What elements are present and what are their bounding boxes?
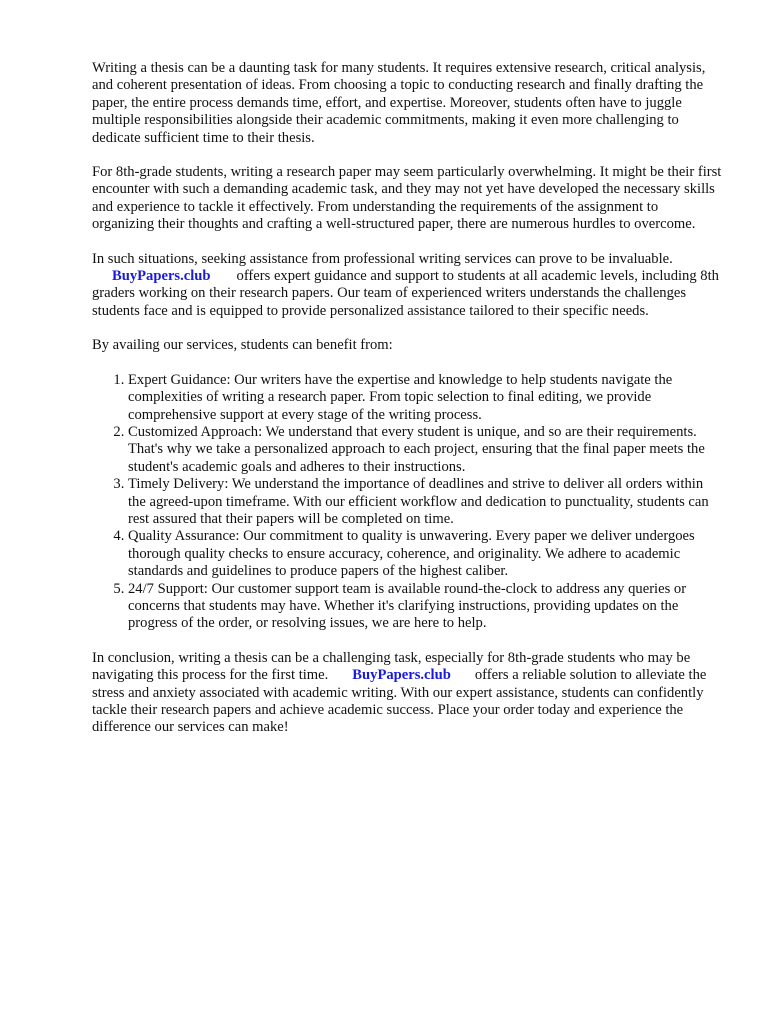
paragraph-8th-grade: For 8th-grade students, writing a research paper may seem particularly overwhelming. It might be their first encounter with such a demanding academic task, and they may not yet have developed the necessary skills and experience to tackle it effectively. From understanding the requirements of the assignment to organizing their thoughts and crafting a well-structured paper, there are numerous hurdles to overcome.	[92, 164, 722, 233]
conclusion-rest-text: offers a reliable solution to alleviate the stress and anxiety associated with academic writing. With our expert assistance, students can confidently tackle their research papers and achieve academic success. Place your order today and experience the difference our services can make!	[92, 667, 707, 736]
buypapers-link-conclusion[interactable]: BuyPapers.club	[352, 667, 451, 684]
benefit-item-expert-guidance: 1. Expert Guidance: Our writers have the expertise and knowledge to help students navigate the complexities of writing a research paper. From topic selection to final editing, we provide comprehensive support at every stage of the writing process.	[128, 372, 722, 424]
benefit-item-timely-delivery: 3. Timely Delivery: We understand the importance of deadlines and strive to deliver all orders within the agreed-upon timeframe. With our efficient workflow and dedication to punctuality, students can rest assured that their papers will be completed on time.	[128, 476, 722, 528]
benefit-item-quality-assurance: 4. Quality Assurance: Our commitment to quality is unwavering. Every paper we deliver undergoes thorough quality checks to ensure accuracy, coherence, and originality. We adhere to academic standards and guidelines to produce papers of the highest caliber.	[128, 528, 722, 580]
conclusion-intro-text: In conclusion, writing a thesis can be a challenging task, especially for 8th-grade students who may be navigating this process for the first time.	[92, 649, 691, 684]
benefit-item-support: 5. 24/7 Support: Our customer support team is available round-the-clock to address any queries or concerns that students may have. Whether it's clarifying instructions, providing updates on the progress of the order, or resolving issues, we are here to help.	[128, 581, 722, 633]
paragraph-assistance	[92, 251, 722, 321]
benefits-list	[92, 372, 722, 633]
assistance-rest-text: offers expert guidance and support to students at all academic levels, including 8th graders working on their research papers. Our team of experienced writers understands the challenges students face and is equipped to provide personalized assistance tailored to their specific needs.	[92, 268, 719, 319]
benefit-item-customized-approach: 2. Customized Approach: We understand that every student is unique, and so are their requirements. That's why we take a personalized approach to each project, ensuring that the final paper meets the student's academic goals and adheres to their instructions.	[128, 424, 722, 476]
paragraph-benefits-lead: By availing our services, students can benefit from:	[92, 337, 393, 354]
buypapers-link[interactable]: BuyPapers.club	[112, 268, 211, 285]
paragraph-conclusion	[92, 650, 722, 737]
assistance-intro-text: In such situations, seeking assistance from professional writing services can prove to be invaluable.	[92, 250, 673, 267]
document-page	[92, 60, 722, 754]
paragraph-intro: Writing a thesis can be a daunting task for many students. It requires extensive research, critical analysis, and coherent presentation of ideas. From choosing a topic to conducting research and finally drafting the paper, the entire process demands time, effort, and expertise. Moreover, students often have to juggle multiple responsibilities alongside their academic commitments, making it even more challenging to dedicate sufficient time to their thesis.	[92, 60, 706, 146]
